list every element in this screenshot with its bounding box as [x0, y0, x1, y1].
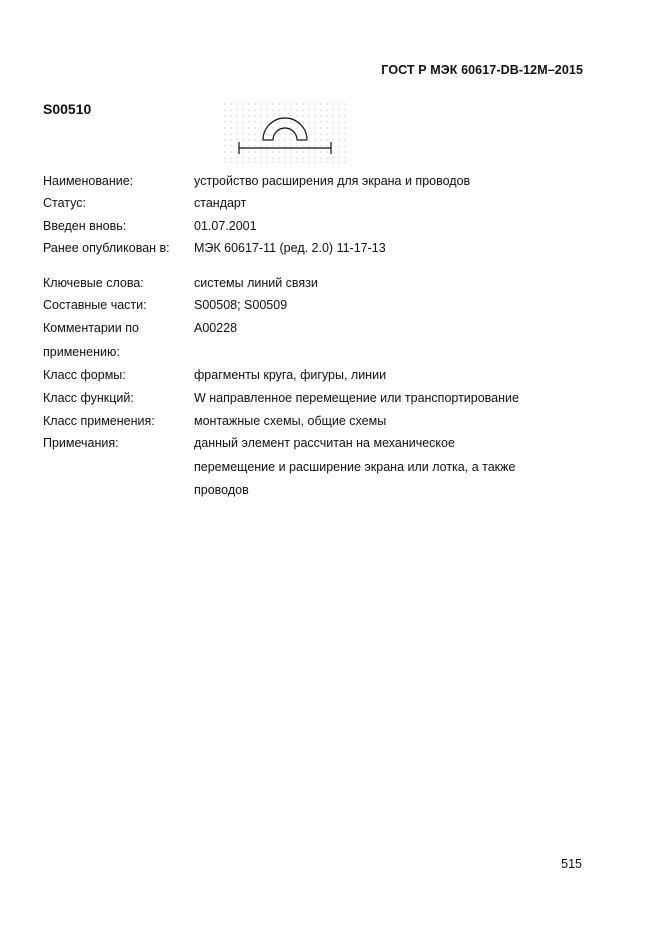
field-value: 01.07.2001: [194, 219, 257, 233]
symbol-grid: [224, 103, 345, 162]
field-label: Ключевые слова:: [43, 276, 144, 290]
field-label: Наименование:: [43, 174, 134, 188]
symbol-strokes: [239, 118, 331, 154]
field-label: Составные части:: [43, 298, 147, 312]
field-value: данный элемент рассчитан на механическое: [194, 436, 455, 450]
field-label: Комментарии по: [43, 321, 139, 335]
field-value: монтажные схемы, общие схемы: [194, 414, 387, 428]
document-standard-header: ГОСТ Р МЭК 60617-DB-12M–2015: [381, 63, 583, 77]
field-value: системы линий связи: [194, 276, 318, 290]
field-value: проводов: [194, 483, 249, 497]
field-label: применению:: [43, 345, 120, 359]
field-value: S00508; S00509: [194, 298, 288, 312]
field-label: Класс применения:: [43, 414, 155, 428]
field-label: Статус:: [43, 196, 86, 210]
field-label: Ранее опубликован в:: [43, 241, 170, 255]
field-value: A00228: [194, 321, 238, 335]
field-value: устройство расширения для экрана и проводов: [194, 174, 471, 188]
expansion-device-symbol-icon: [223, 100, 353, 166]
symbol-code: S00510: [43, 101, 92, 117]
field-value: стандарт: [194, 196, 247, 210]
field-label: Примечания:: [43, 436, 119, 450]
field-value: W направленное перемещение или транспортирование: [194, 391, 519, 405]
field-value: перемещение и расширение экрана или лотка, а также: [194, 460, 516, 474]
field-value: фрагменты круга, фигуры, линии: [194, 368, 387, 382]
field-label: Класс функций:: [43, 391, 134, 405]
field-label: Класс формы:: [43, 368, 126, 382]
page-number: 515: [561, 857, 582, 871]
field-label: Введен вновь:: [43, 219, 127, 233]
field-value: МЭК 60617-11 (ред. 2.0) 11-17-13: [194, 241, 386, 255]
